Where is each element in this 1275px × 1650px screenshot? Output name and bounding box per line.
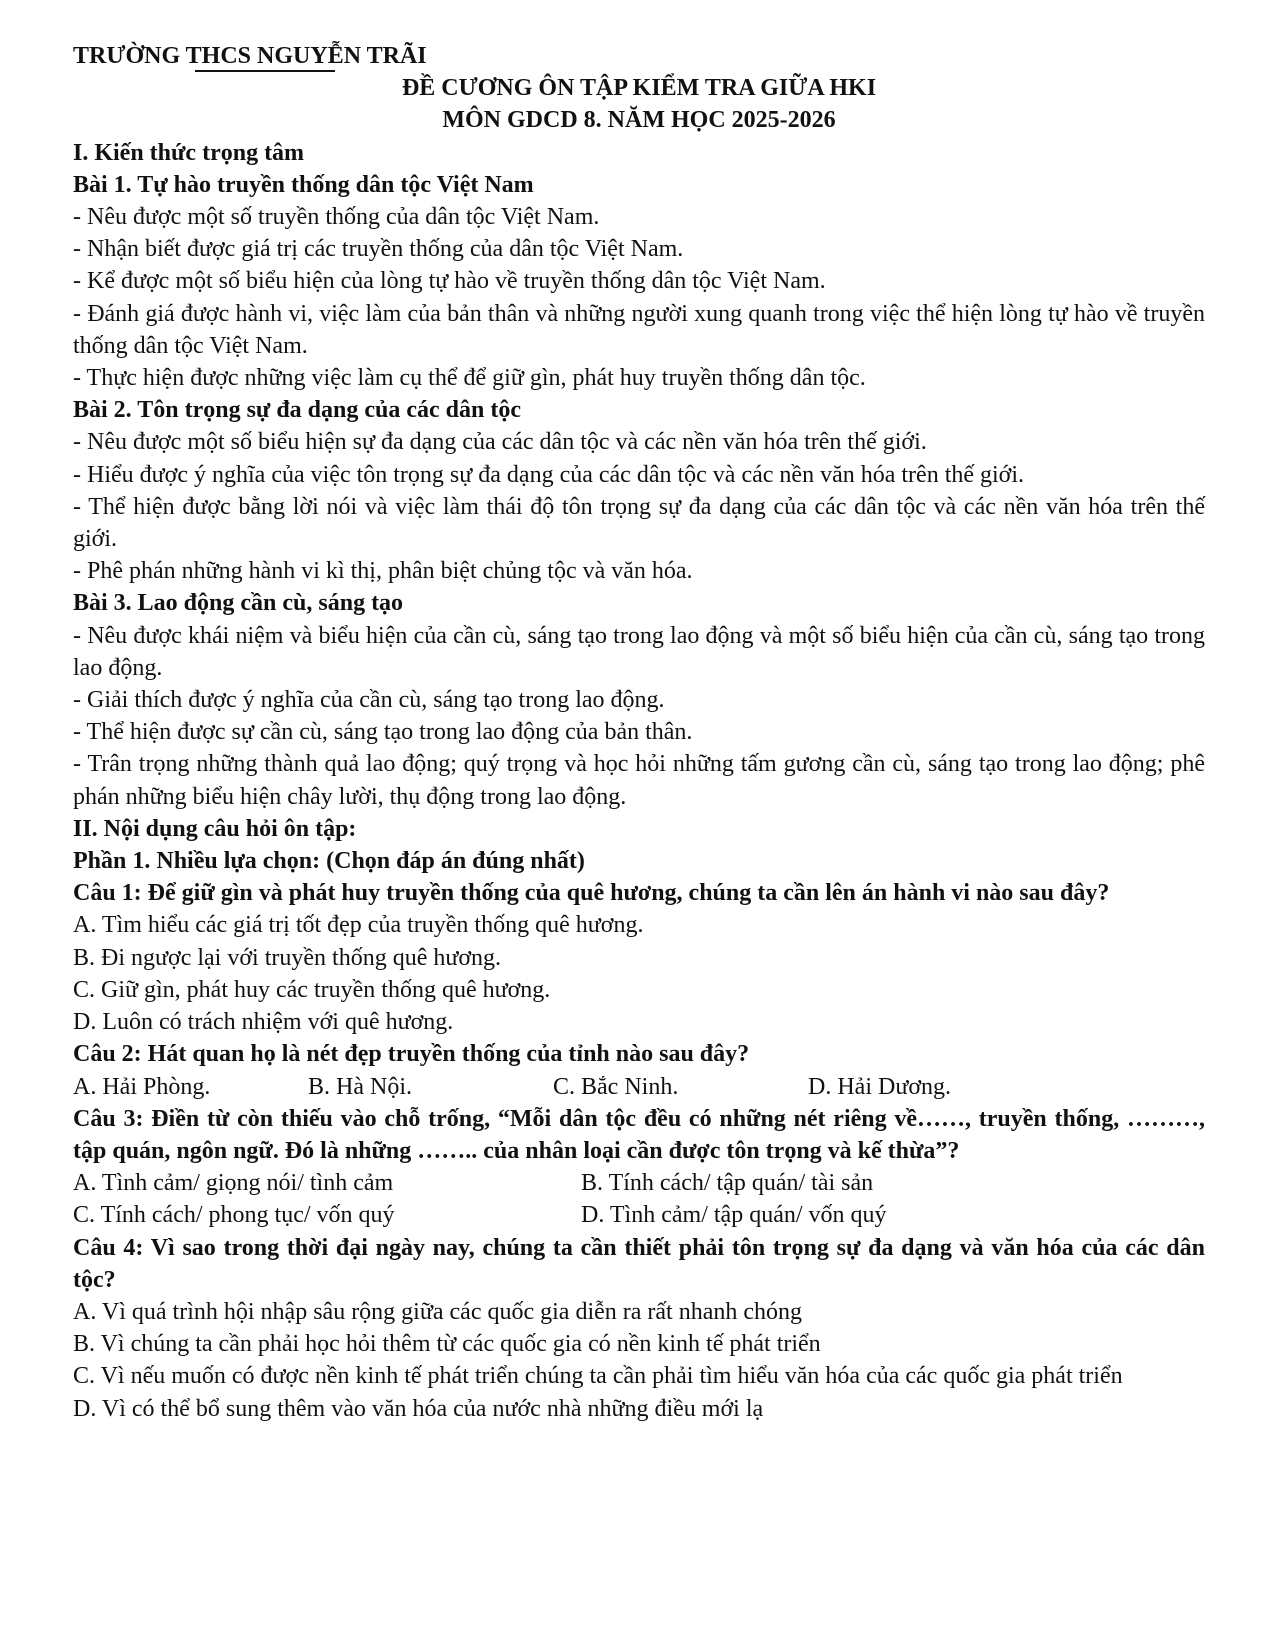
lesson3-title: Bài 3. Lao động cần cù, sáng tạo <box>73 590 404 617</box>
question-3: Câu 3: Điền từ còn thiếu vào chỗ trống, “Mỗi dân tộc đều có những nét riêng về……, truyền thống, ………, tập quán, ngôn ngữ. Đó là những …….. của nhân loại cần được tôn trọng và kế thừa”? <box>73 1105 1205 1164</box>
q3-options-row2 <box>73 1199 1205 1231</box>
lesson1-item: - Kể được một số biểu hiện của lòng tự hào về truyền thống dân tộc Việt Nam. <box>73 268 826 295</box>
q3-options-row1 <box>73 1167 1205 1199</box>
question-1: Câu 1: Để giữ gìn và phát huy truyền thống của quê hương, chúng ta cần lên án hành vi nào sau đây? <box>73 880 1110 907</box>
q3-option-d: D. Tình cảm/ tập quán/ vốn quý <box>581 1202 887 1229</box>
q3-option-a: A. Tình cảm/ giọng nói/ tình cảm <box>73 1170 394 1197</box>
lesson1-item: - Nhận biết được giá trị các truyền thống của dân tộc Việt Nam. <box>73 236 684 263</box>
school-name-text: TRƯỜNG THCS NGUYỄN TRÃI <box>73 43 427 69</box>
q3-option-b: B. Tính cách/ tập quán/ tài sản <box>581 1170 874 1197</box>
section-heading: Phần 1. Nhiều lựa chọn: (Chọn đáp án đúng nhất) <box>73 848 585 875</box>
q4-option-d: D. Vì có thể bổ sung thêm vào văn hóa của nước nhà những điều mới lạ <box>73 1395 764 1422</box>
part2-heading: II. Nội dụng câu hỏi ôn tập: <box>73 815 357 842</box>
q4-option-a: A. Vì quá trình hội nhập sâu rộng giữa các quốc gia diễn ra rất nhanh chóng <box>73 1298 803 1325</box>
lesson3-item: - Thể hiện được sự cần cù, sáng tạo trong lao động của bản thân. <box>73 719 693 746</box>
q1-option-c: C. Giữ gìn, phát huy các truyền thống quê hương. <box>73 976 551 1003</box>
lesson1-item: - Thực hiện được những việc làm cụ thể để giữ gìn, phát huy truyền thống dân tộc. <box>73 365 866 392</box>
lesson3-item: - Giải thích được ý nghĩa của cần cù, sáng tạo trong lao động. <box>73 687 665 714</box>
lesson2-item: - Nêu được một số biểu hiện sự đa dạng của các dân tộc và các nền văn hóa trên thế giới. <box>73 429 927 456</box>
lesson2-item: - Phê phán những hành vi kì thị, phân biệt chủng tộc và văn hóa. <box>73 558 693 585</box>
q2-option-a: A. Hải Phòng. <box>73 1073 211 1100</box>
q2-option-c: C. Bắc Ninh. <box>553 1073 679 1100</box>
school-underline <box>195 70 335 72</box>
q3-option-c: C. Tính cách/ phong tục/ vốn quý <box>73 1202 395 1229</box>
part1-heading: I. Kiến thức trọng tâm <box>73 139 305 166</box>
question-2: Câu 2: Hát quan họ là nét đẹp truyền thống của tỉnh nào sau đây? <box>73 1041 750 1068</box>
q4-option-c: C. Vì nếu muốn có được nền kinh tế phát triển chúng ta cần phải tìm hiểu văn hóa của các quốc gia phát triển <box>73 1363 1123 1390</box>
q2-option-b: B. Hà Nội. <box>308 1073 412 1100</box>
lesson2-item: - Hiểu được ý nghĩa của việc tôn trọng sự đa dạng của các dân tộc và các nền văn hóa trên thế giới. <box>73 461 1025 488</box>
lesson1-title: Bài 1. Tự hào truyền thống dân tộc Việt Nam <box>73 171 534 198</box>
document-title: ĐỀ CƯƠNG ÔN TẬP KIỂM TRA GIỮA HKI <box>401 75 877 102</box>
q1-option-a: A. Tìm hiểu các giá trị tốt đẹp của truyền thống quê hương. <box>73 912 644 939</box>
q1-option-b: B. Đi ngược lại với truyền thống quê hương. <box>73 944 502 971</box>
q4-option-b: B. Vì chúng ta cần phải học hỏi thêm từ các quốc gia có nền kinh tế phát triển <box>73 1331 821 1358</box>
q2-options <box>73 1071 1205 1103</box>
lesson3-item: - Nêu được khái niệm và biểu hiện của cần cù, sáng tạo trong lao động và một số biểu hiện của cần cù, sáng tạo trong lao động. <box>73 622 1205 681</box>
school-name <box>73 40 1205 72</box>
q2-option-d: D. Hải Dương. <box>808 1073 952 1100</box>
document-subtitle: MÔN GDCD 8. NĂM HỌC 2025-2026 <box>442 107 836 134</box>
lesson1-item: - Đánh giá được hành vi, việc làm của bản thân và những người xung quanh trong việc thể hiện lòng tự hào về truyền thống dân tộc Việt Nam. <box>73 300 1205 359</box>
question-4: Câu 4: Vì sao trong thời đại ngày nay, chúng ta cần thiết phải tôn trọng sự đa dạng và văn hóa của các dân tộc? <box>73 1234 1205 1293</box>
lesson2-item: - Thể hiện được bằng lời nói và việc làm thái độ tôn trọng sự đa dạng của các dân tộc và các nền văn hóa trên thế giới. <box>73 493 1205 553</box>
lesson2-title: Bài 2. Tôn trọng sự đa dạng của các dân tộc <box>73 397 522 424</box>
lesson3-item: - Trân trọng những thành quả lao động; quý trọng và học hỏi những tấm gương cần cù, sáng tạo trong lao động; phê phán những biểu hiện chây lười, thụ động trong lao động. <box>73 751 1205 810</box>
q1-option-d: D. Luôn có trách nhiệm với quê hương. <box>73 1009 454 1036</box>
lesson1-item: - Nêu được một số truyền thống của dân tộc Việt Nam. <box>73 204 600 231</box>
